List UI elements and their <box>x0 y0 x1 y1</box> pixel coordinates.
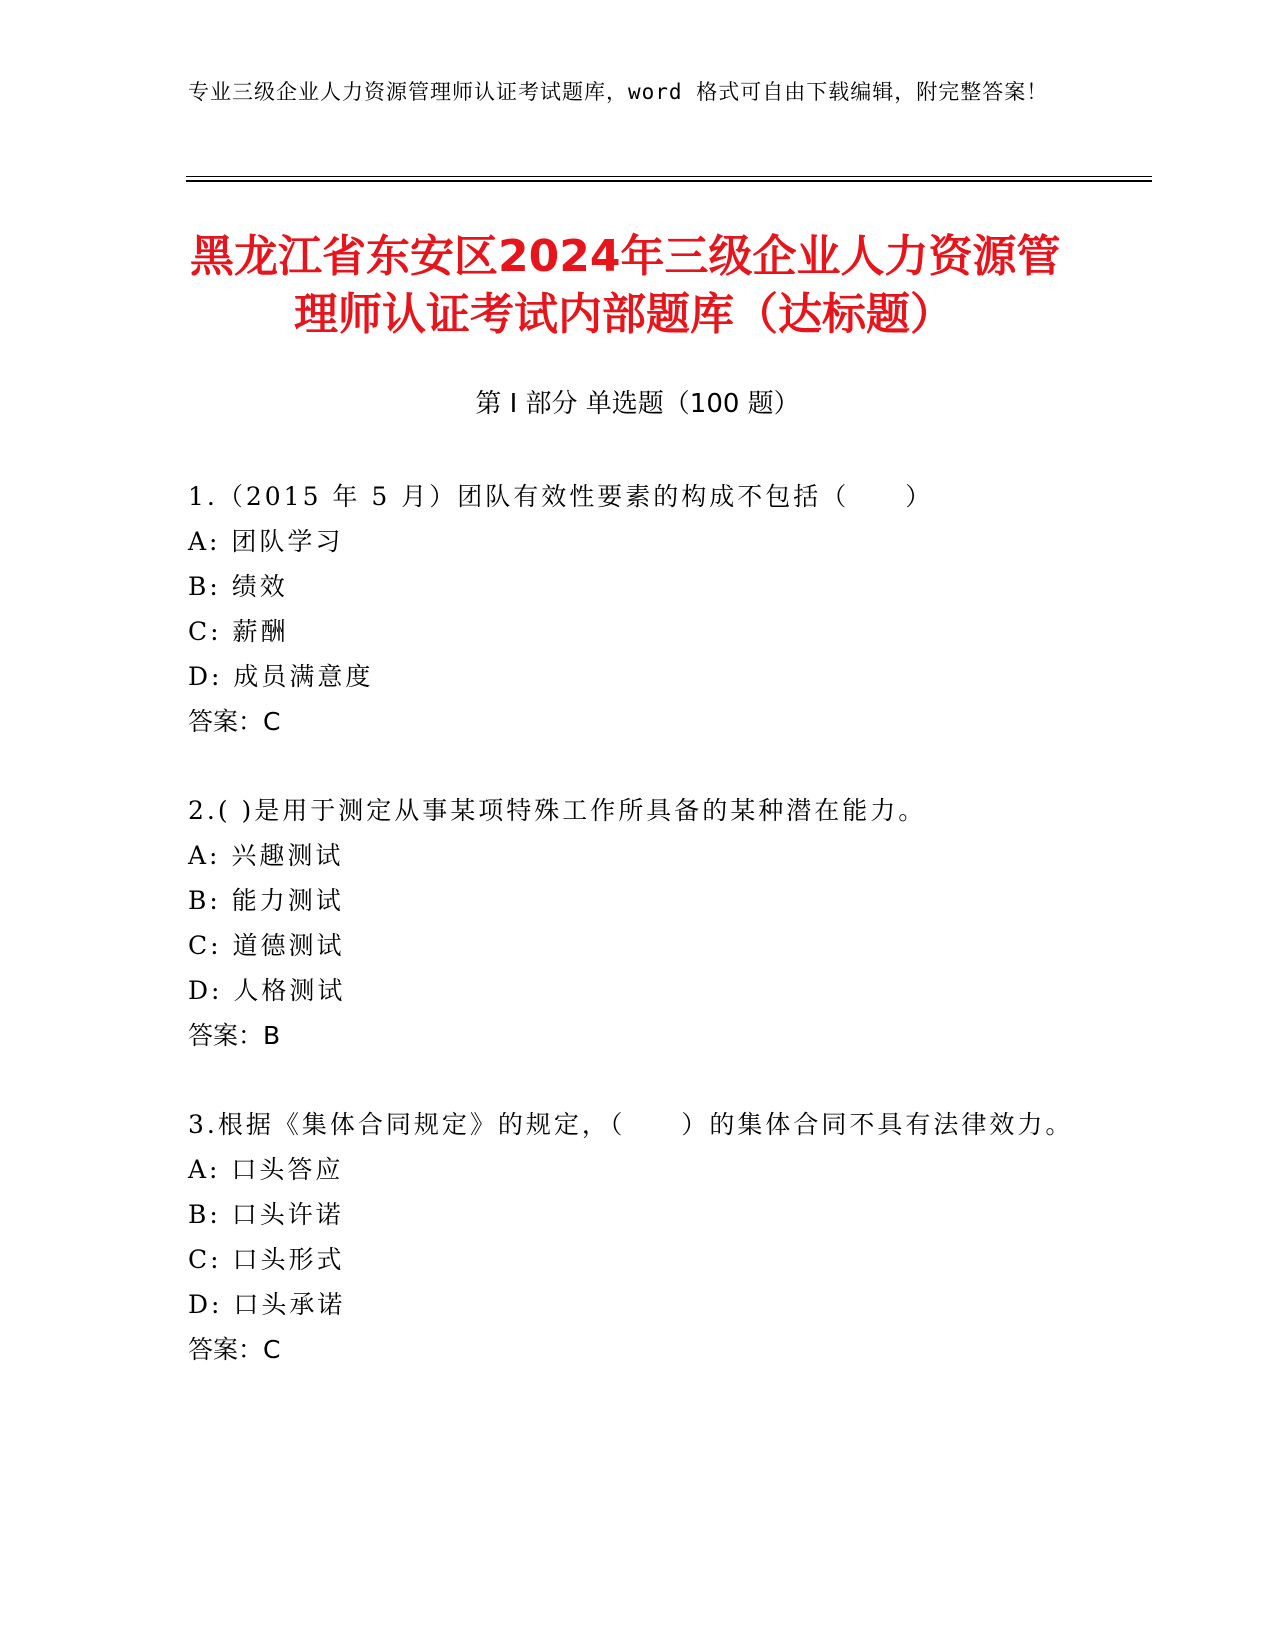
option-d: D: 人格测试 <box>188 976 346 1005</box>
option-b: B: 能力测试 <box>188 886 344 915</box>
option-c: C: 口头形式 <box>188 1245 345 1274</box>
question-stem: 2.( )是用于测定从事某项特殊工作所具备的某种潜在能力。 <box>188 796 927 825</box>
question-1 <box>188 474 1088 744</box>
option-a: A: 团队学习 <box>188 527 344 556</box>
question-2 <box>188 788 1088 1058</box>
answer: 答案：B <box>188 1021 281 1050</box>
answer: 答案：C <box>188 1335 281 1364</box>
option-d: D: 成员满意度 <box>188 662 374 691</box>
option-a: A: 兴趣测试 <box>188 841 344 870</box>
option-c: C: 道德测试 <box>188 931 345 960</box>
option-c: C: 薪酬 <box>188 617 289 646</box>
header-divider-thin <box>186 176 1152 177</box>
answer: 答案：C <box>188 707 281 736</box>
header-divider-thick <box>186 180 1152 182</box>
question-stem: 3.根据《集体合同规定》的规定，（ ）的集体合同不具有法律效力。 <box>188 1110 1074 1139</box>
header-note: 专业三级企业人力资源管理师认证考试题库，word 格式可自由下载编辑，附完整答案！ <box>188 80 1049 104</box>
document-title-line2: 理师认证考试内部题库（达标题） <box>294 289 954 340</box>
question-3 <box>188 1102 1088 1372</box>
option-b: B: 口头许诺 <box>188 1200 344 1229</box>
document-title-line1: 黑龙江省东安区2024年三级企业人力资源管 <box>190 231 1061 282</box>
question-list <box>188 474 1088 1416</box>
document-title <box>186 228 1086 344</box>
option-d: D: 口头承诺 <box>188 1290 346 1319</box>
section-title: 第 I 部分 单选题（100 题） <box>475 389 800 419</box>
option-b: B: 绩效 <box>188 572 288 601</box>
question-stem: 1.（2015 年 5 月）团队有效性要素的构成不包括（ ） <box>188 482 934 511</box>
option-a: A: 口头答应 <box>188 1155 344 1184</box>
